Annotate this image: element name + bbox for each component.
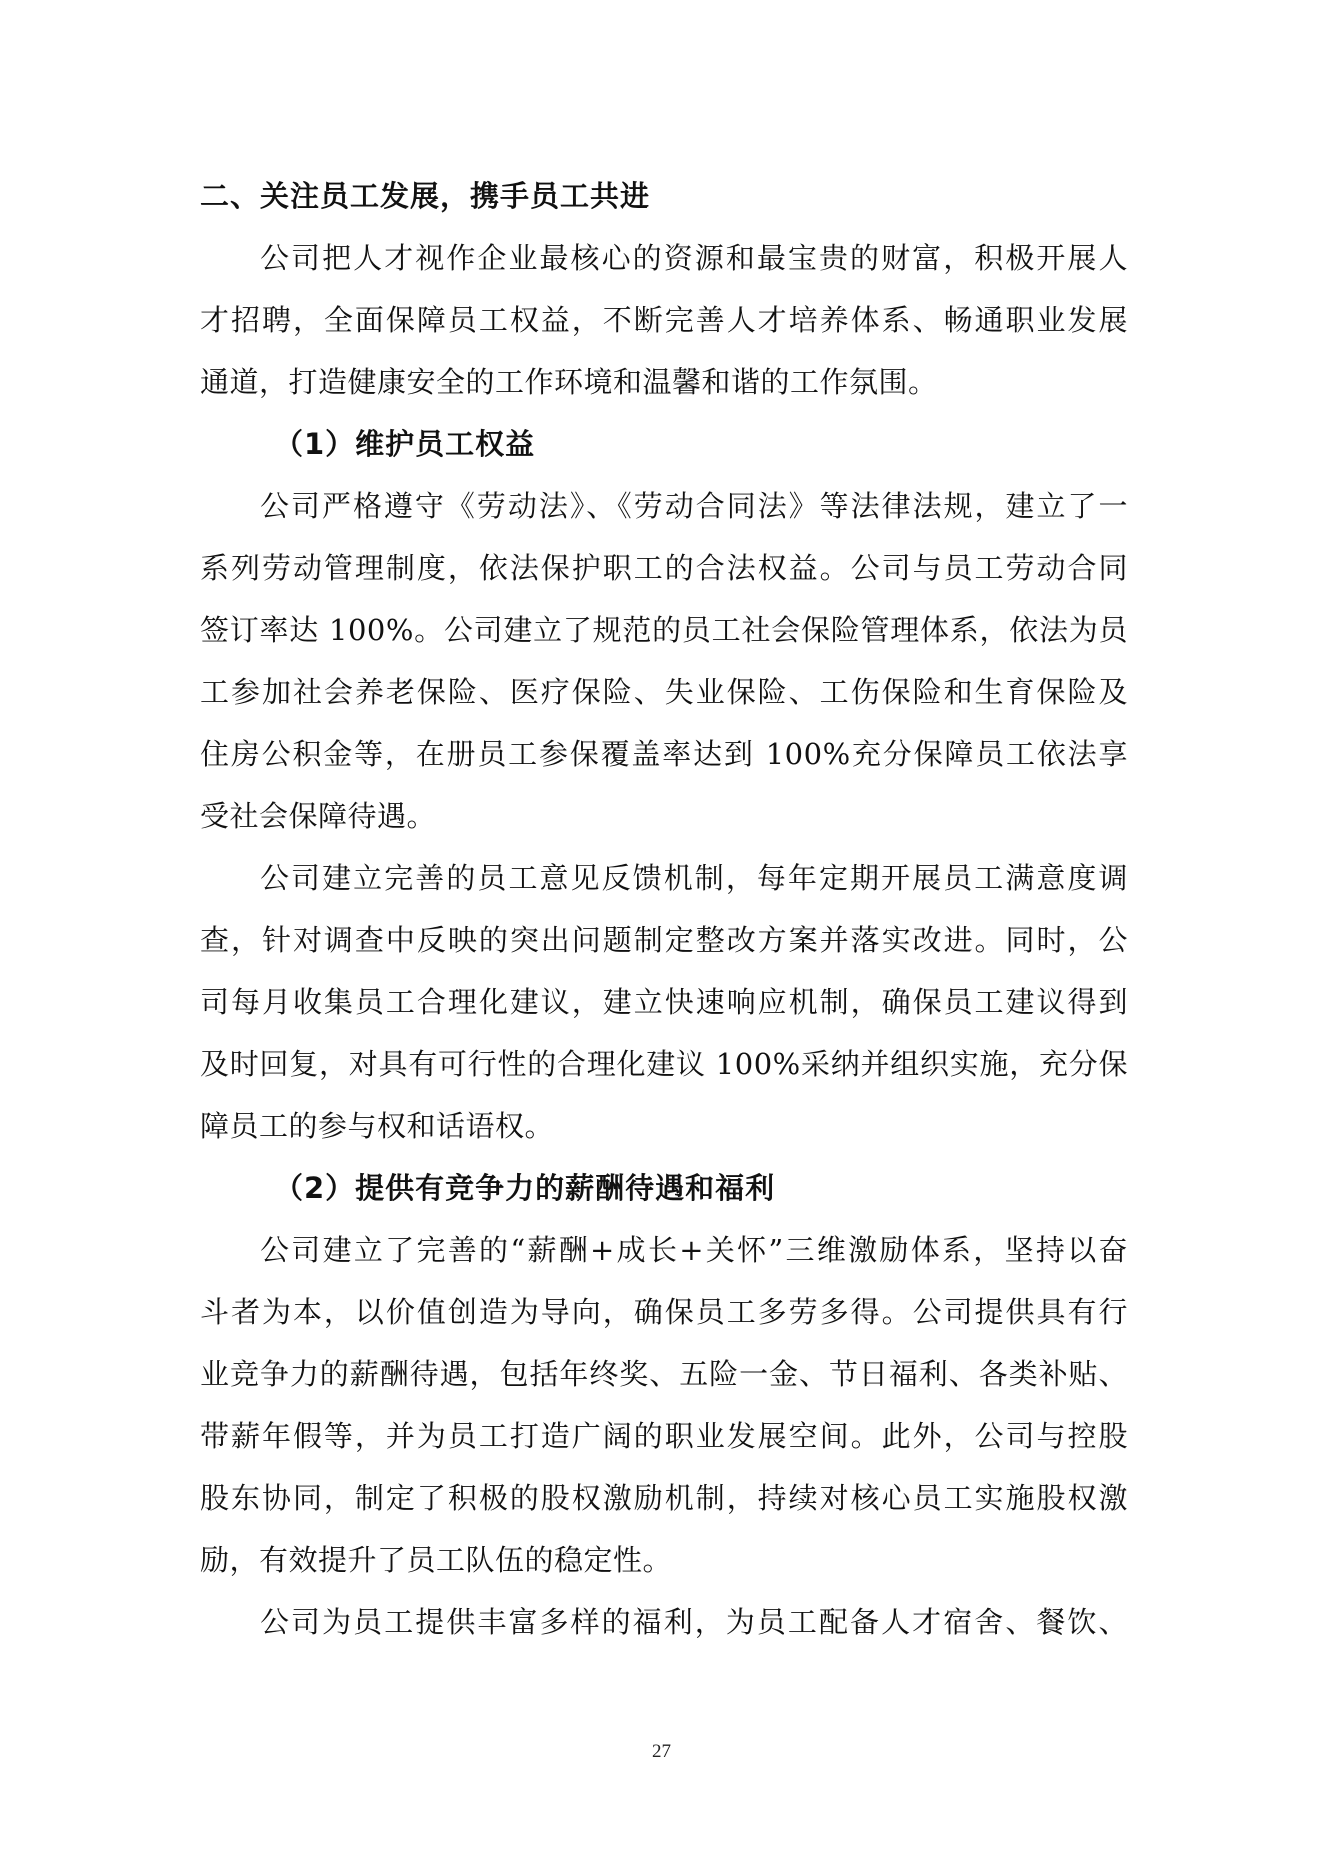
subsection-heading-2: （2）提供有竞争力的薪酬待遇和福利	[274, 1171, 776, 1205]
text-line: 通道，打造健康安全的工作环境和温馨和谐的工作氛围。	[200, 365, 938, 399]
text-line: 障员工的参与权和话语权。	[200, 1109, 555, 1143]
compensation-paragraph	[200, 1219, 1128, 1591]
text-line: 股东协同，制定了积极的股权激励机制，持续对核心员工实施股权激	[200, 1481, 1128, 1515]
text-line: 公司严格遵守《劳动法》、《劳动合同法》等法律法规，建立了一	[260, 489, 1128, 523]
text-line: 住房公积金等，在册员工参保覆盖率达到 100%充分保障员工依法享	[200, 737, 1128, 771]
text-line: 受社会保障待遇。	[200, 799, 437, 833]
subsection-heading-1: （1）维护员工权益	[274, 427, 536, 461]
text-line: 公司建立完善的员工意见反馈机制，每年定期开展员工满意度调	[260, 861, 1128, 895]
text-line: 带薪年假等，并为员工打造广阔的职业发展空间。此外，公司与控股	[200, 1419, 1128, 1453]
page-content	[200, 165, 1128, 1653]
feedback-paragraph	[200, 847, 1128, 1157]
intro-paragraph	[200, 227, 1128, 413]
text-line: 才招聘，全面保障员工权益，不断完善人才培养体系、畅通职业发展	[200, 303, 1128, 337]
page-number: 27	[652, 1741, 671, 1762]
text-line: 励，有效提升了员工队伍的稳定性。	[200, 1543, 673, 1577]
text-line: 公司为员工提供丰富多样的福利，为员工配备人才宿舍、餐饮、	[260, 1605, 1128, 1639]
text-line: 业竞争力的薪酬待遇，包括年终奖、五险一金、节日福利、各类补贴、	[200, 1357, 1128, 1391]
text-line: 公司把人才视作企业最核心的资源和最宝贵的财富，积极开展人	[260, 241, 1128, 275]
text-line: 系列劳动管理制度，依法保护职工的合法权益。公司与员工劳动合同	[200, 551, 1128, 585]
text-line: 查，针对调查中反映的突出问题制定整改方案并落实改进。同时，公	[200, 923, 1128, 957]
text-line: 斗者为本，以价值创造为导向，确保员工多劳多得。公司提供具有行	[200, 1295, 1128, 1329]
rights-paragraph	[200, 475, 1128, 847]
text-line: 公司建立了完善的“薪酬+成长+关怀”三维激励体系，坚持以奋	[260, 1233, 1128, 1267]
text-line: 工参加社会养老保险、医疗保险、失业保险、工伤保险和生育保险及	[200, 675, 1128, 709]
text-line: 司每月收集员工合理化建议，建立快速响应机制，确保员工建议得到	[200, 985, 1128, 1019]
welfare-paragraph	[200, 1591, 1128, 1653]
section-heading: 二、关注员工发展，携手员工共进	[200, 179, 651, 213]
text-line: 签订率达 100%。公司建立了规范的员工社会保险管理体系，依法为员	[200, 613, 1128, 647]
text-line: 及时回复，对具有可行性的合理化建议 100%采纳并组织实施，充分保	[200, 1047, 1128, 1081]
